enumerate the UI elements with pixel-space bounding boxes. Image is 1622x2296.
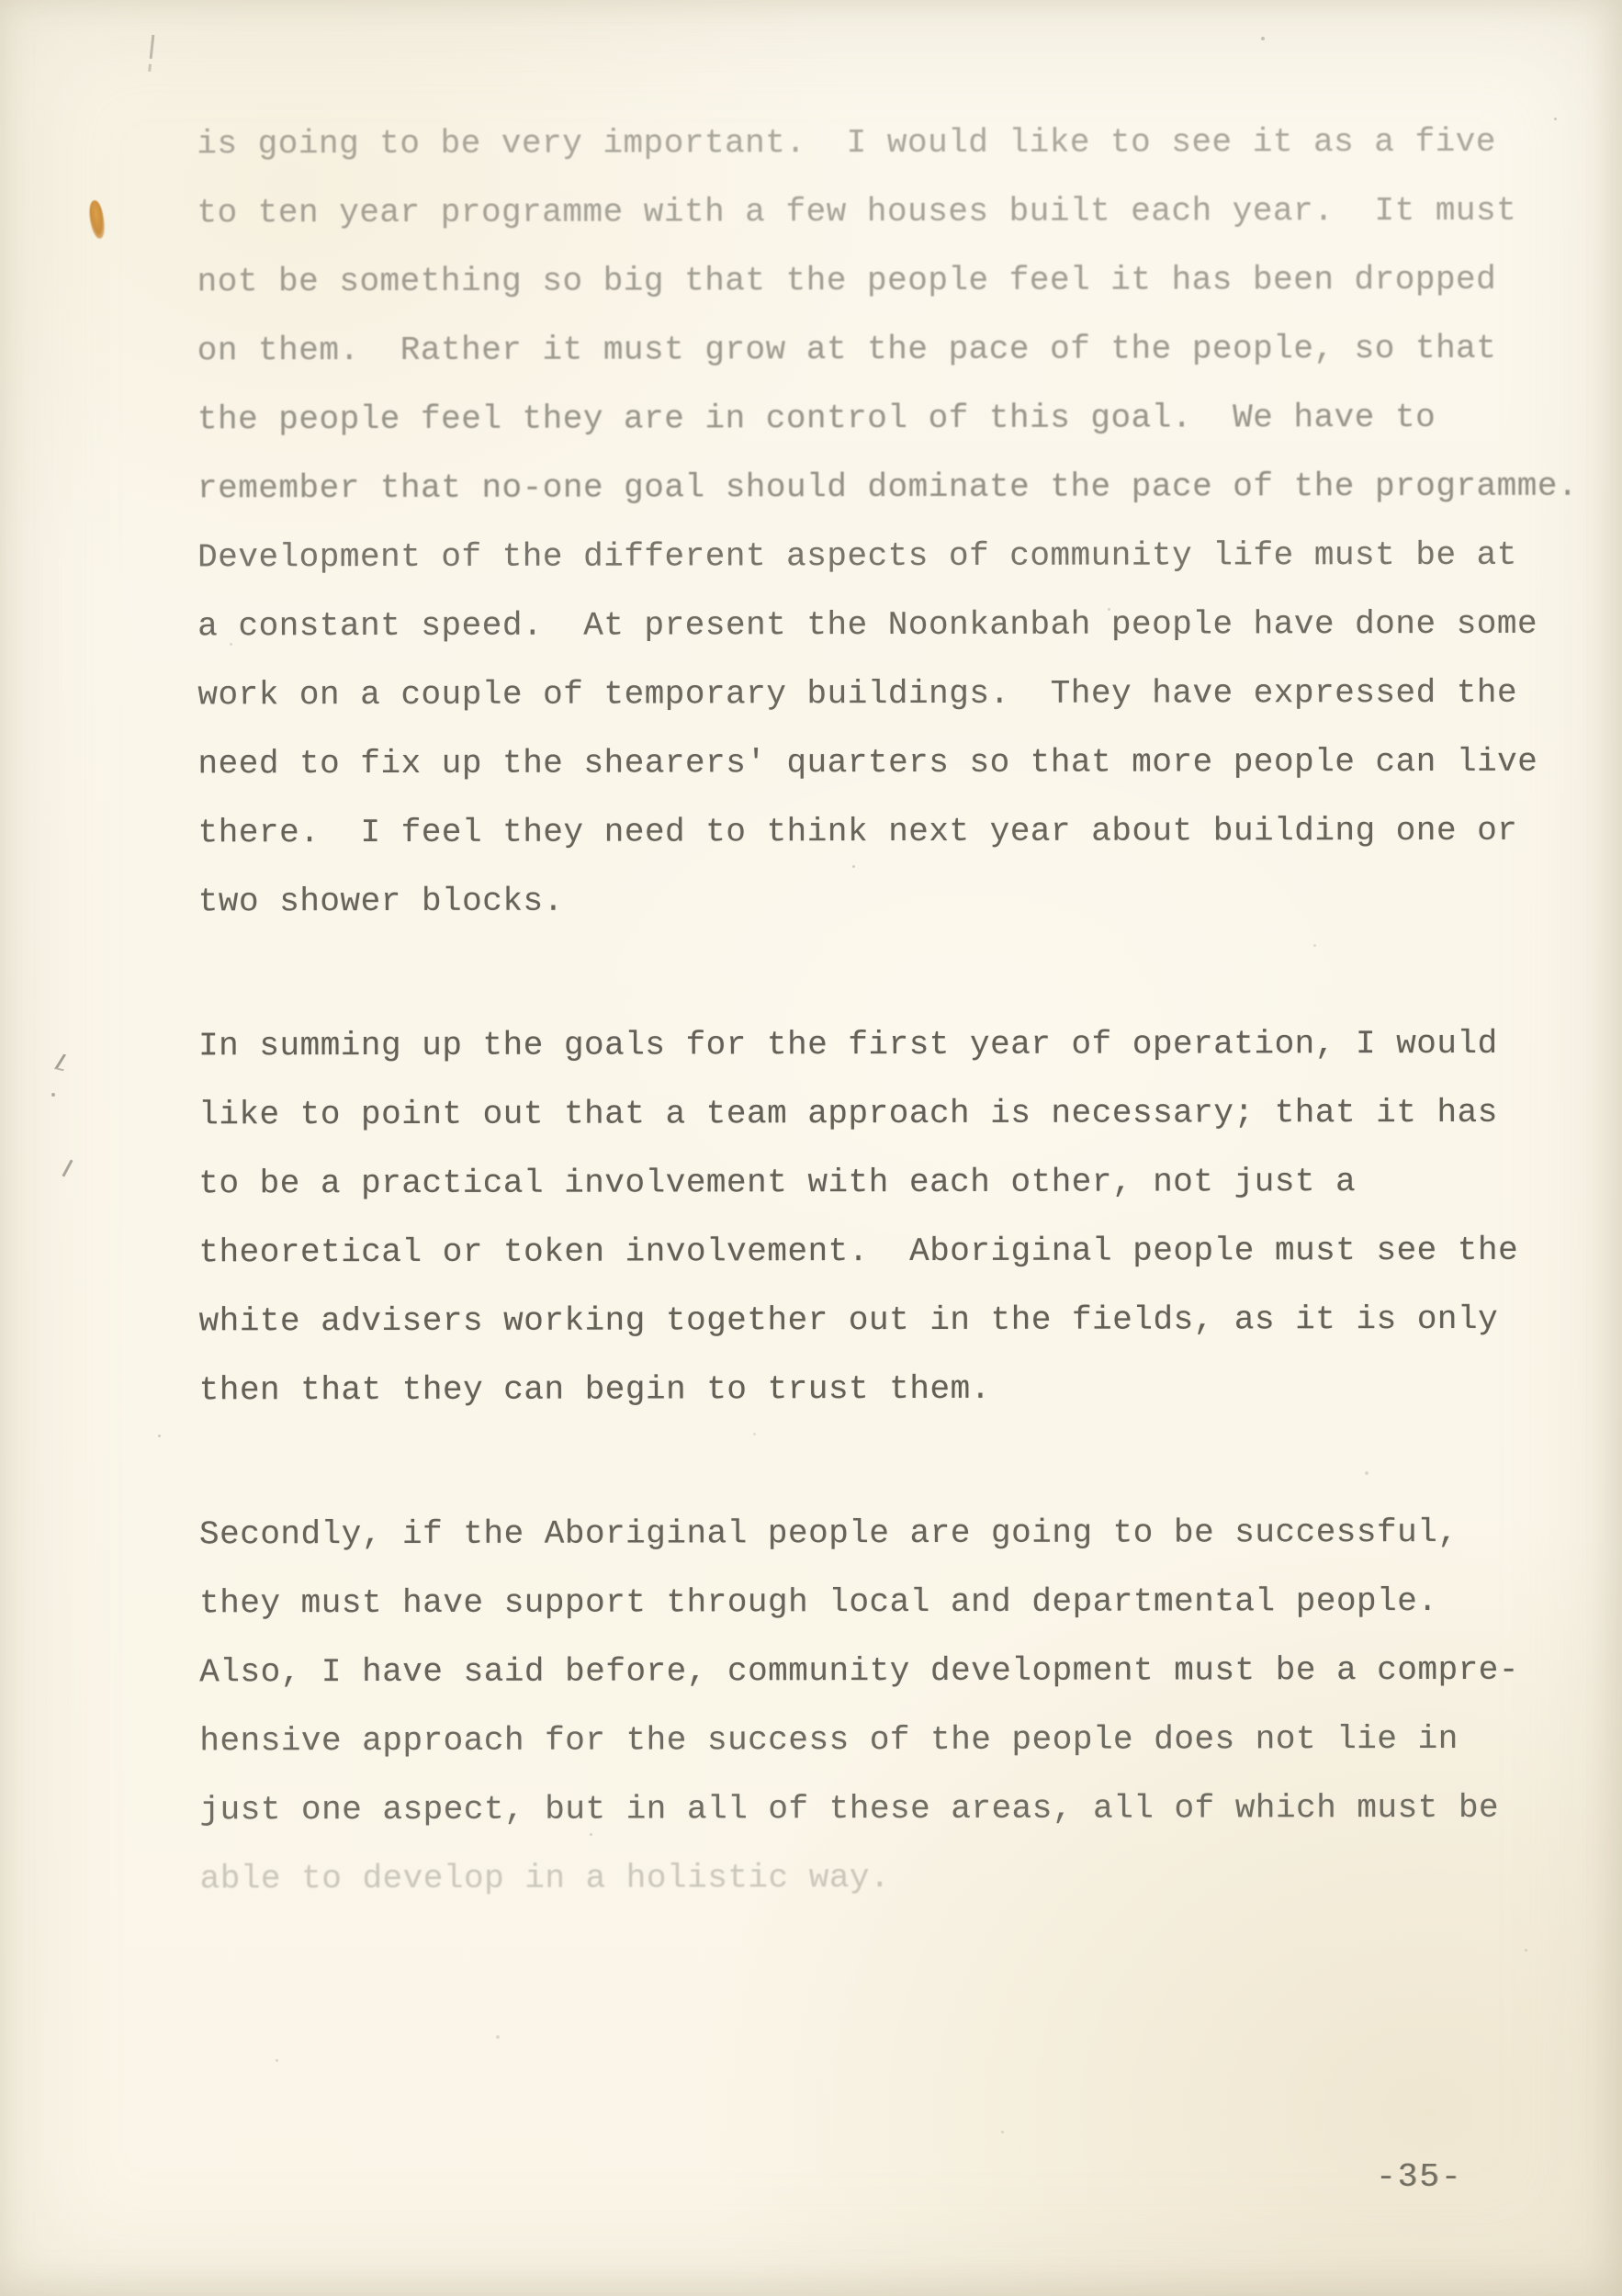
paper-speck (1365, 1471, 1369, 1475)
pencil-mark (150, 35, 156, 59)
text-line: is going to be very important. I would like to see it as a five (197, 122, 1497, 163)
text-line: need to fix up the shearers' quarters so that more people can live (197, 742, 1538, 783)
paper-speck (496, 2035, 500, 2039)
text-line: the people feel they are in control of this goal. We have to (197, 398, 1436, 439)
paper-speck (852, 865, 855, 868)
text-line: In summing up the goals for the first year of operation, I would (198, 1024, 1498, 1065)
paper-speck (230, 643, 232, 646)
margin-mark (54, 1054, 73, 1071)
text-line: Secondly, if the Aboriginal people are going to be successful, (198, 1513, 1459, 1554)
typed-text-block (197, 107, 1614, 1914)
rust-stain (87, 199, 107, 240)
margin-mark (62, 1159, 73, 1176)
paper-speck (276, 2059, 278, 2062)
paper-speck (1108, 608, 1110, 611)
page-number: -35- (1376, 2158, 1463, 2196)
paper-speck (1525, 1949, 1527, 1952)
text-line: they must have support through local and departmental people. (199, 1581, 1438, 1623)
paper-speck (1554, 118, 1557, 120)
text-line: remember that no-one goal should dominate the pace of the programme. (197, 467, 1579, 508)
paper-speck (1001, 2131, 1004, 2133)
text-line: able to develop in a holistic way. (199, 1859, 891, 1898)
text-line: two shower blocks. (197, 882, 564, 921)
paper-speck (753, 1433, 756, 1435)
text-line: Development of the different aspects of community life must be at (197, 535, 1517, 577)
text-line: to ten year programme with a few houses built each year. It must (197, 191, 1517, 232)
text-line: Also, I have said before, community development must be a compre- (199, 1650, 1520, 1692)
text-line: white advisers working together out in the fields, as it is only (198, 1300, 1499, 1341)
text-line: theoretical or token involvement. Aboriginal people must see the (198, 1231, 1519, 1272)
paper-speck (1313, 944, 1316, 947)
paper-speck (1261, 37, 1265, 40)
margin-dot (51, 1093, 55, 1097)
paragraph (197, 107, 1613, 937)
text-line: then that they can begin to trust them. (198, 1369, 991, 1410)
paragraph (199, 1498, 1615, 1914)
text-line: not be something so big that the people feel it has been dropped (197, 260, 1497, 301)
paper-speck (158, 1435, 161, 1437)
text-line: hensive approach for the success of the people does not lie in (199, 1719, 1459, 1761)
text-line: just one aspect, but in all of these areas, all of which must be (199, 1788, 1500, 1829)
text-line: a constant speed. At present the Noonkanbah people have done some (197, 604, 1538, 646)
paper-speck (590, 1833, 592, 1836)
paragraph (198, 1009, 1614, 1425)
text-line: to be a practical involvement with each other, not just a (198, 1163, 1357, 1203)
text-line: like to point out that a team approach is necessary; that it has (198, 1093, 1498, 1134)
text-line: there. I feel they need to think next year about building one or (197, 811, 1518, 852)
text-line: work on a couple of temporary buildings. They have expressed the (197, 673, 1518, 715)
text-line: on them. Rather it must grow at the pace of the people, so that (197, 329, 1497, 370)
